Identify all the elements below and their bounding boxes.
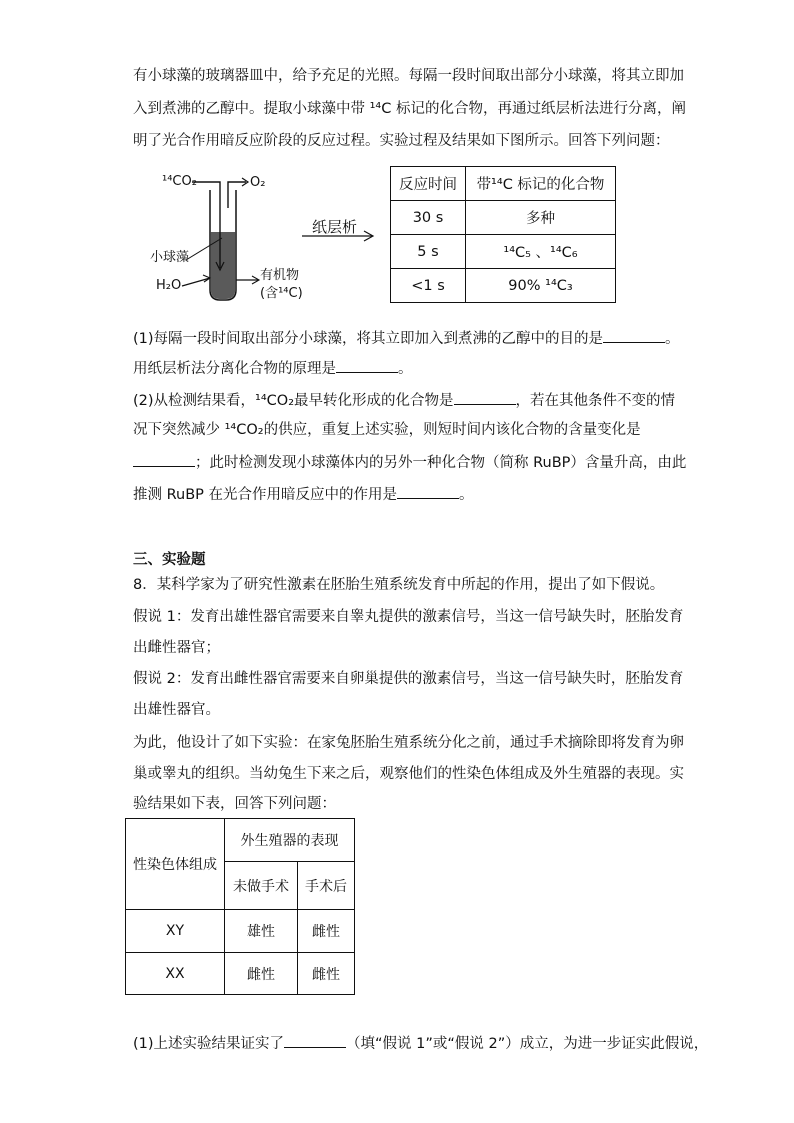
q8-part1-line1: [133, 1033, 708, 1054]
genital-result-table: [125, 818, 355, 995]
organic-label: 有机物: [260, 268, 300, 283]
table-header-row: [391, 167, 616, 201]
table-cell: XX: [126, 953, 225, 995]
question-text: ；此时检测发现小球藻体内的另外一种化合物（简称 RuBP）含量升高，由此: [195, 455, 687, 471]
answer-blank[interactable]: [336, 358, 398, 373]
table-header-cell: 手术后: [298, 862, 355, 910]
organic-note-label: (含¹⁴C): [260, 286, 303, 301]
answer-blank[interactable]: [284, 1033, 346, 1048]
answer-blank[interactable]: [397, 484, 459, 499]
table-row: [126, 910, 355, 953]
table-cell: <1 s: [391, 269, 466, 303]
question-text: (1)每隔一段时间取出部分小球藻，将其立即加入到煮沸的乙醇中的目的是: [133, 331, 604, 347]
intro-line-2: 入到煮沸的乙醇中。提取小球藻中带 ¹⁴C 标记的化合物，再通过纸层析法进行分离，阐: [133, 101, 686, 117]
experiment-apparatus: [150, 168, 390, 312]
table-cell: 30 s: [391, 201, 466, 235]
table-cell: 多种: [466, 201, 616, 235]
question-text: （填“假说 1”或“假说 2”）成立，为进一步证实此假说，: [346, 1036, 709, 1052]
answer-blank[interactable]: [603, 328, 665, 343]
q8-stem: 8．某科学家为了研究性激素在胚胎生殖系统发育中所起的作用，提出了如下假说。: [133, 577, 665, 593]
table-header-row: [126, 819, 355, 862]
alga-label: 小球藻: [150, 250, 190, 265]
table-cell: XY: [126, 910, 225, 953]
q7-part2-line1: [133, 390, 675, 411]
hypothesis-2-line1: 假说 2：发育出雌性器官需要来自卵巢提供的激素信号，当这一信号缺失时，胚胎发育: [133, 671, 684, 687]
question-text: (1)上述实验结果证实了: [133, 1036, 285, 1052]
question-text: ，若在其他条件不变的情: [515, 393, 676, 409]
q7-part2-line2: 况下突然减少 ¹⁴CO₂的供应，重复上述实验，则短时间内该化合物的含量变化是: [133, 422, 641, 438]
question-text: 。: [398, 361, 413, 377]
table-header-cell: 性染色体组成: [126, 819, 225, 910]
table-row: [391, 201, 616, 235]
q7-part2-line4: [133, 484, 474, 505]
section-heading: 三、实验题: [133, 552, 206, 568]
table-header-cell: 反应时间: [391, 167, 466, 201]
question-text: (2)从检测结果看，¹⁴CO₂最早转化形成的化合物是: [133, 393, 454, 409]
table-row: [126, 953, 355, 995]
q7-part1-line1: [133, 328, 680, 349]
experiment-line2: 巢或睾丸的组织。当幼兔生下来之后，观察他们的性染色体组成及外生殖器的表现。实: [133, 766, 684, 782]
o2-out-label: O₂: [250, 175, 266, 190]
q7-part2-line3: [133, 452, 686, 473]
table-header-cell: 带¹⁴C 标记的化合物: [466, 167, 616, 201]
table-cell: 雄性: [225, 910, 298, 953]
table-cell: 雌性: [298, 953, 355, 995]
table-cell: ¹⁴C₅ 、¹⁴C₆: [466, 235, 616, 269]
intro-line-1: 有小球藻的玻璃器皿中，给予充足的光照。每隔一段时间取出部分小球藻，将其立即加: [133, 68, 684, 84]
intro-line-3: 明了光合作用暗反应阶段的反应过程。实验过程及结果如下图所示。回答下列问题：: [133, 133, 670, 149]
table-row: [391, 269, 616, 303]
q7-part1-line2: [133, 358, 413, 379]
table-row: [391, 235, 616, 269]
water-label: H₂O: [156, 278, 182, 293]
table-cell: 5 s: [391, 235, 466, 269]
table-cell: 90% ¹⁴C₃: [466, 269, 616, 303]
paper-chromatography-label: 纸层析: [312, 218, 358, 236]
table-header-cell: 外生殖器的表现: [225, 819, 355, 862]
answer-blank[interactable]: [454, 390, 516, 405]
answer-blank[interactable]: [133, 452, 195, 467]
table-cell: 雌性: [225, 953, 298, 995]
co2-in-label: ¹⁴CO₂: [162, 174, 197, 189]
question-text: 用纸层析法分离化合物的原理是: [133, 361, 336, 377]
question-text: 。: [665, 331, 680, 347]
hypothesis-1-line2: 出雌性器官；: [133, 640, 220, 656]
hypothesis-1-line1: 假说 1：发育出雄性器官需要来自睾丸提供的激素信号，当这一信号缺失时，胚胎发育: [133, 609, 684, 625]
experiment-line1: 为此，他设计了如下实验：在家兔胚胎生殖系统分化之前，通过手术摘除即将发育为卵: [133, 735, 684, 751]
experiment-line3: 验结果如下表，回答下列问题：: [133, 796, 336, 812]
table-cell: 雌性: [298, 910, 355, 953]
question-text: 。: [459, 487, 474, 503]
table-header-cell: 未做手术: [225, 862, 298, 910]
reaction-time-table: [390, 166, 616, 303]
hypothesis-2-line2: 出雄性器官。: [133, 702, 220, 718]
question-text: 推测 RuBP 在光合作用暗反应中的作用是: [133, 487, 398, 503]
